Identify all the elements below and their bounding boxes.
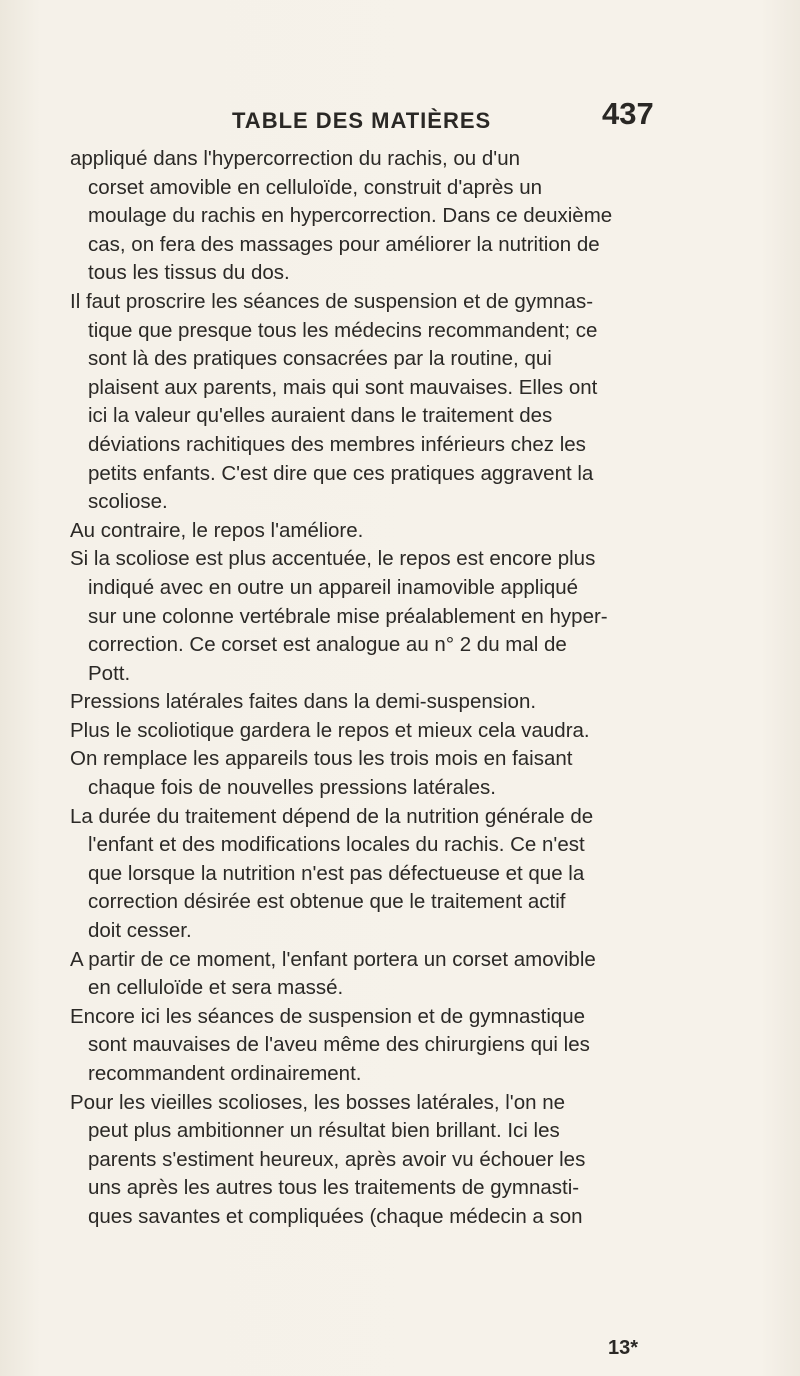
paragraph: [70, 717, 750, 746]
text-line: tique que presque tous les médecins recommandent; ce: [88, 318, 598, 342]
text-line: l'enfant et des modifications locales du rachis. Ce n'est: [88, 833, 585, 857]
body-text: [70, 145, 750, 1232]
text-line: que lorsque la nutrition n'est pas défectueuse et que la: [88, 861, 585, 885]
text-line: Pour les vieilles scolioses, les bosses latérales, l'on ne: [70, 1090, 566, 1114]
text-line: parents s'estiment heureux, après avoir vu échouer les: [88, 1147, 586, 1171]
signature-mark: 13*: [608, 1337, 639, 1359]
text-line: uns après les autres tous les traitements de gymnasti-: [88, 1176, 580, 1200]
text-line: tous les tissus du dos.: [88, 261, 290, 285]
text-line: Plus le scoliotique gardera le repos et mieux cela vaudra.: [70, 718, 590, 742]
paragraph: [70, 745, 750, 802]
text-line: sont mauvaises de l'aveu même des chirurgiens qui les: [88, 1033, 590, 1057]
paragraph: [70, 288, 750, 517]
paragraph: [70, 803, 750, 946]
text-line: scoliose.: [88, 490, 168, 514]
text-line: sont là des pratiques consacrées par la routine, qui: [88, 347, 552, 371]
text-line: Pressions latérales faites dans la demi-suspension.: [70, 690, 537, 714]
text-line: indiqué avec en outre un appareil inamovible appliqué: [88, 575, 579, 599]
text-line: correction. Ce corset est analogue au n° 2 du mal de: [88, 633, 567, 657]
text-line: Pott.: [88, 661, 131, 685]
text-line: petits enfants. C'est dire que ces pratiques aggravent la: [88, 461, 594, 485]
text-line: déviations rachitiques des membres inférieurs chez les: [88, 432, 586, 456]
running-header: [232, 96, 652, 140]
text-line: plaisent aux parents, mais qui sont mauvaises. Elles ont: [88, 375, 598, 399]
paragraph: [70, 1003, 750, 1089]
text-line: appliqué dans l'hypercorrection du rachis, ou d'un: [70, 147, 520, 170]
text-line: Au contraire, le repos l'améliore.: [70, 518, 364, 542]
text-line: La durée du traitement dépend de la nutrition générale de: [70, 804, 594, 828]
text-line: Si la scoliose est plus accentuée, le repos est encore plus: [70, 547, 596, 571]
text-line: cas, on fera des massages pour améliorer la nutrition de: [88, 232, 600, 256]
text-line: On remplace les appareils tous les trois mois en faisant: [70, 747, 573, 771]
page-number: 437: [602, 96, 654, 131]
text-line: ques savantes et compliquées (chaque médecin a son: [88, 1204, 583, 1228]
text-line: sur une colonne vertébrale mise préalablement en hyper-: [88, 604, 608, 628]
paragraph: [70, 545, 750, 688]
text-line: ici la valeur qu'elles auraient dans le traitement des: [88, 404, 553, 428]
paragraph: [70, 517, 750, 546]
paragraph: [70, 946, 750, 1003]
text-line: Il faut proscrire les séances de suspension et de gymnas-: [70, 289, 594, 313]
text-line: peut plus ambitionner un résultat bien brillant. Ici les: [88, 1119, 560, 1143]
text-line: doit cesser.: [88, 919, 192, 943]
text-line: en celluloïde et sera massé.: [88, 976, 344, 1000]
paragraph: [70, 1089, 750, 1232]
paragraph: [70, 688, 750, 717]
text-line: chaque fois de nouvelles pressions latérales.: [88, 776, 496, 800]
text-line: correction désirée est obtenue que le traitement actif: [88, 890, 566, 914]
text-line: moulage du rachis en hypercorrection. Dans ce deuxième: [88, 204, 613, 228]
text-line: Encore ici les séances de suspension et de gymnastique: [70, 1004, 586, 1028]
text-line: recommandent ordinairement.: [88, 1062, 362, 1085]
text-line: corset amovible en celluloïde, construit d'après un: [88, 175, 543, 199]
paragraph: [70, 145, 750, 288]
text-line: A partir de ce moment, l'enfant portera un corset amovible: [70, 947, 596, 971]
header-title: TABLE DES MATIÈRES: [232, 108, 492, 133]
